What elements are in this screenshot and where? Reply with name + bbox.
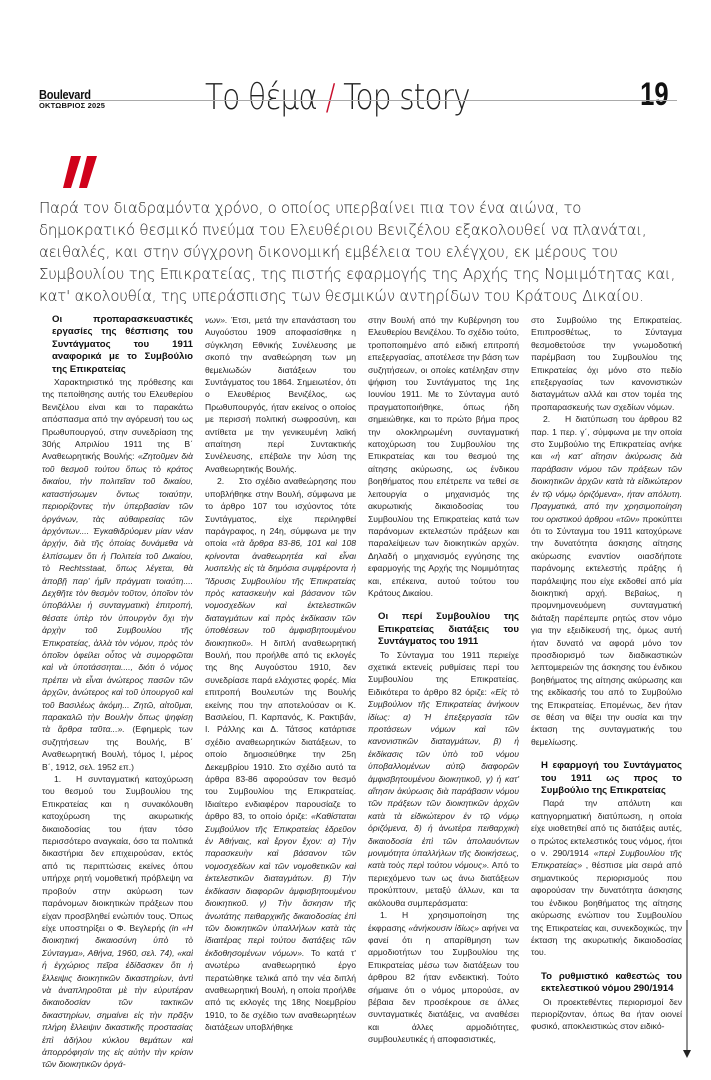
paragraph	[368, 909, 519, 1045]
list-number: 1.	[380, 910, 388, 921]
pull-quote-text: Παρά τον διαδραμόντα χρόνο, ο οποίος υπερβαίνει πια τον ένα αιώνα, το δημοκρατικό θεσμικό πνεύμα του Ελευθέριου Βενιζέλου εξακολουθεί να πλανάται, αειθαλές, και στην σύγχρονη δικονομική εμβέλεια του ελέγχου, εκ μέρους του Συμβουλίου της Επικρατείας, της πιστής εφαρμογής της Αρχής της Νομιμότητας και, κατ' ακολουθία, της υπεράσπισης των θεσμικών αντηρίδων του Κράτους Δικαίου.	[39, 199, 676, 305]
text: Στο σχέδιο αναθεώρησης που υποβλήθηκε στην Βουλή, σύμφωνα με το άρθρο 107 του ισχύοντος τότε Συντάγματος, είχε περιληφθεί παράγραφος, η 24η, σύμφωνα με την οποία	[205, 476, 356, 549]
section-slash: /	[325, 77, 335, 118]
quotation: «ἡ κατ' αἴτησιν ἀκύρωσις διὰ παράβασιν νόμου τῶν πράξεων τῶν διοικητικῶν ἀρχῶν κατὰ τὰ εἰδικώτερον ἐν τῷ νόμῳ ὁριζόμενα», ήταν απόλυτη. Πραγματικά, από την χρησιμοποίηση του οριστικού άρθρου «τῶν»	[531, 451, 682, 524]
section-title-english: Top story	[343, 77, 470, 118]
header-divider	[39, 100, 677, 101]
text: Παρά την απόλυτη και κατηγορηματική διατύπωση, η οποία είχε υιοθετηθεί από τις διατάξεις αυτές, ο πρώτος εκτελεστικός τους νόμος, ήτοι ο ν. 290/1914	[531, 798, 682, 859]
text: Από το περιεχόμενο των ως άνω διατάξεων προκύπτουν, μεταξύ άλλων, και τα ακόλουθα συμπεράσματα:	[368, 860, 519, 908]
text: Η συνταγματική κατοχύρωση του θεσμού του Συμβουλίου της Επικρατείας και η συνακόλουθη κατοχύρωση της ακυρωτικής δικαιοδοσίας του ήταν τόσο περισσότερο αναγκαία, όσο τα πολιτικά δικαστήρια δεν επιχειρούσαν, εκτός από τις περιπτώσεις εκείνες όπου υπήρχε ρητή νομοθετική πρόβλεψη να προβούν στην ακύρωση των παράνομων διοικητικών πράξεων που είχαν προσβληθεί ενώπιόν τους. Όπως είχε υποστηρίξει ο Φ. Βεγλερής	[42, 774, 193, 933]
citation: (in «Η διοικητική δικαιοσύνη ὑπὸ τὸ Σύνταγμα», Αθήνα, 1960, σελ. 74),	[42, 922, 193, 958]
text: Η χρησιμοποίηση της έκφρασης	[368, 910, 519, 933]
list-number: 1.	[54, 774, 62, 785]
quote-mark-icon	[55, 152, 105, 192]
brand-name: Boulevard	[39, 87, 91, 102]
text: Έτσι, μετά την επανάσταση του Αυγούστου 1909 αποφασίσθηκε η σύγκληση Εθνικής Συνέλευσης με σκοπό την αναθεώρηση των μη θεμελιωδών διατάξεων του Συντάγματος του 1864. Σημειωτέον, ότι ο Ελευθέριος Βενιζέλος, ως Πρωθυπουργός, ήταν εκείνος ο οποίος με περισσή πολιτική σωφροσύνη, και αντίθετα με την γενικευμένη λαϊκή απαίτηση περί Συντακτικής Συνέλευσης, επέβαλε την λύση της Αναθεωρητικής Βουλής.	[205, 315, 356, 474]
quotation: «Εἰς τὸ Συμβούλιον τῆς Ἐπικρατείας ἀνήκουν ἰδίως: α) Ἡ ἐπεξεργασία τῶν προτάσεων νόμων καὶ τῶν κανονιστικῶν διαταγμάτων, β) ἡ ἐκδίκασις τῶν ὑπὸ τοῦ νόμου ὑποβαλλομένων αὐτῷ διαφορῶν ἀμφισβητουμένου διοικητικοῦ, γ) ἡ κατ' αἴτησιν ἀκύρωσις διὰ παράβασιν νόμου τῶν πράξεων τῶν διοικητικῶν ἀρχῶν κατὰ τὰ εἰδικώτερον ἐν τῷ νόμῳ ὁριζόμενα, δ) ἡ ἀνωτέρα πειθαρχικὴ δικαιοδοσία ἐπὶ τῶν ἀπολαυόντων μονιμότητα ὑπαλλήλων τῆς διοικήσεως, κατὰ τοὺς περὶ τούτου νόμους».	[368, 686, 519, 871]
article-column-1	[42, 314, 193, 1074]
text: Η διατύπωση του άρθρου 82 παρ. 1 περ. γ΄, σύμφωνα με την οποία στο Συμβούλιο της Επικρατείας ανήκε και	[531, 414, 682, 462]
source-citation: (Εφημερὶς των συζητήσεων της Βουλής, Β΄ Αναθεωρητική Βουλή, τόμος Ι, μέρος Β΄, 1912, σελ. 1952 επ.)	[42, 724, 193, 772]
masthead	[39, 88, 105, 110]
list-number: 2.	[217, 476, 225, 487]
paragraph	[531, 413, 682, 748]
text: , θέσπισε μία σειρά από σημαντικούς περιορισμούς που αφορούσαν την δυνατότητα άσκησης του ένδικου βοηθήματος της αίτησης ακύρωσης ενώπιον του Συμβουλίου της Επικρατείας και, συνεκδοχικώς, την έκταση της ακυρωτικής δικαιοδοσίας του.	[531, 860, 682, 958]
section-heading: Οι περί Συμβουλίου της Επικρατείας διατάξεις του Συντάγματος του 1911	[378, 611, 519, 648]
section-heading: Η εφαρμογή του Συντάγματος του 1911 ως προς το Συμβούλιο της Επικρατείας	[541, 760, 682, 797]
paragraph	[205, 314, 356, 475]
text: Χαρακτηριστικό της πρόθεσης και της πεποίθησης αυτής του Ελευθερίου Βενιζέλου είναι και το παρακάτω απόσπασμα από την αγόρευσή του ως Πρωθυπουργού, στην συνεδρίαση της 30ής Απριλίου 1911 της Β΄ Αναθεωρητικής Βουλής:	[42, 377, 193, 462]
section-heading: Το ρυθμιστικό καθεστώς του εκτελεστικού νόμου 290/1914	[541, 970, 682, 995]
page-header	[39, 62, 677, 138]
pull-quote	[39, 197, 679, 307]
article-body	[42, 314, 684, 1074]
quotation: νων».	[205, 315, 228, 325]
quotation: «περὶ Συμβουλίου τῆς Ἐπικρατείας»	[531, 848, 682, 871]
arrow-down-icon	[683, 920, 691, 1058]
quotation: «καὶ ἡ ἐγχώριος πεῖρα ἐδίδασκεν ὅτι ἡ ἔλλειψις διοικητικῶν δικαστηρίων, ἀντὶ νὰ ἀναπληροῦται μὲ τὴν εὐρυτέραν δικαιοδοσίαν τῶν τακτικῶν δικαστηρίων, σημαίνει εἰς τὴν πρᾶξιν πλήρη ἔλλειψιν δικαστικῆς προστασίας ἐπὶ ἀδήλου κύκλου θεμάτων καὶ ἀπορρόφησίν της εἰς αὐτὴν τὴν κρίσιν τῶν διοικητικῶν ὀργά-	[42, 947, 193, 1070]
text: Το κατά τ' ανωτέρω αναθεωρητικό έργο περατώθηκε τελικά από την νέα διπλή αναθεωρητική Βουλή, η οποία προήλθε από τις εκλογές της 18ης Νοεμβρίου 1910, το δε σχέδιο των αναθεωρητέων διατάξεων υποβλήθηκε	[205, 947, 356, 1033]
quotation: «ἀνήκουσιν ἰδίως»	[408, 922, 480, 933]
quotation: «Ζητοῦμεν διὰ τοῦ θεσμοῦ τούτου ὅπως τὸ κράτος δικαίου, τὴν πολιτεῖαν τοῦ δικαίου, καταστήσωμεν ὄντως τοιαύτην, περιορίζοντες τὴν ὑπερβασίαν τῶν ὀργάνων, τὰς αὐθαιρεσίας τῶν ἀρχόντων.... Ἐγκαθιδρύομεν μίαν νέαν ἀρχήν, διὰ τῆς ὁποίας δυνάμεθα νὰ ἐλπίσωμεν ὅτι ἡ Πολιτεία τοῦ Δικαίου, τὸ Rechtsstaat, ὅπως λέγεται, θὰ ἀποβῇ παρ' ἡμῖν πράγματι τοιαύτη.... Δεχθῆτε τὸν θεσμὸν τοῦτον, ὁποῖον τὸν ὑποβάλλει ἡ συνταγματικὴ ἐπιτροπή, θέσατε ὑπὲρ τὸν ὑπουργὸν ὄχι τὴν ἀρχὴν τοῦ Συμβουλίου τῆς Ἐπικρατείας, ἀλλὰ τὸν νόμον, πρὸς τὸν ὁποῖον ὀφείλει οὗτος νὰ συμορφῶται καὶ νὰ ὑποτάσσηται...., διότι ὁ νόμος πρέπει νὰ εἶναι ἀνώτερος πασῶν τῶν ἀρχῶν, ἀνώτερος καὶ τοῦ ὑπουργοῦ καὶ τοῦ Βασιλέως ἀκόμη... Ζητῶ, αἰτοῦμαι, παρακαλῶ τὴν Βουλὴν ὅπως ψηφίσῃ τὰ ἄρθρα ταῦτα...».	[42, 451, 193, 735]
section-title	[205, 76, 470, 120]
text: Το Σύνταγμα του 1911 περιείχε σχετικά εκτενείς ρυθμίσεις περί του Συμβουλίου της Επικρατείας. Ειδικότερα το άρθρο 82 όριζε:	[368, 649, 519, 697]
paragraph: Οι προεκτεθέντες περιορισμοί δεν περιορίζονταν, όπως θα ήταν οιονεί φυσικό, αποκλειστικώς στον ειδικό-	[531, 996, 682, 1032]
issue-date: ΟΚΤΩΒΡΙΟΣ 2025	[39, 101, 106, 110]
article-column-3	[368, 314, 519, 1074]
page-number: 19	[640, 76, 669, 112]
article-column-4	[531, 314, 682, 1074]
section-heading: Οι προπαρασκευαστικές εργασίες της θέσπισης του Συντάγματος του 1911 αναφορικά με το Συμβούλιο της Επικρατείας	[52, 314, 193, 375]
list-number: 2.	[543, 414, 551, 425]
paragraph	[205, 475, 356, 1033]
paragraph	[42, 376, 193, 773]
quotation: «Καθίσταται Συμβούλιον τῆς Ἐπικρατείας ἑδρεῦον ἐν Ἀθήναις, καὶ ἔργον ἔχον: α) Τὴν παρασκευὴν καὶ βάσανον τῶν νομοσχεδίων καὶ τῶν νομοθετικῶν καὶ ἐκτελεστικῶν διαταγμάτων. β) Τὴν ἐκδίκασιν διαφορῶν ἀμφισβητουμένου διοικητικοῦ. γ) Τὴν ἄσκησιν τῆς ἀνωτάτης πειθαρχικῆς δικαιοδοσίας ἐπὶ τῶν διοικητικῶν ὑπαλλήλων κατὰ τὰς ἰδιαιτέρας περὶ τούτου διατάξεις τῶν ἐκδοθησομένων νόμων».	[205, 811, 356, 958]
quotation: «τὰ ἄρθρα 83-86, 101 καὶ 108 κρίνονται ἀναθεωρητέα καὶ εἶναι λυσιτελὴς εἰς τὰ δημόσια συμφέροντα ἡ Ἵδρυσις Συμβουλίου τῆς Ἐπικρατείας πρὸς κατασκευὴν καὶ βάσανον τῶν νομοσχεδίων καὶ ἐκτελεστικῶν διαταγμάτων καὶ πρὸς ἐκδίκασιν τῶν ὑποθέσεων τοῦ ἀμφισβητουμένου διοικητικοῦ».	[205, 538, 357, 648]
paragraph	[42, 773, 193, 1071]
paragraph	[531, 797, 682, 958]
text: προκύπτει ότι το Σύνταγμα του 1911 κατοχύρωνε την δυνατότητα άσκησης αίτησης ακύρωσης εναντίον οιασδήποτε παράνομης εκτελεστής πράξης ή παράλειψης που είχε εκδοθεί από μία διοικητική αρχή. Βεβαίως, η προμνημονευόμενη συνταγματική διάταξη παρέπεμπε ρητώς στον νόμο για την εξειδίκευσή της, όμως αυτή ήταν δυνατό να αφορά μόνο τον προσδιορισμό των διαδικαστικών λεπτομερειών της άσκησης του ένδικου βοηθήματος της αίτησης ακύρωσης και της εκδίκασής του από το Συμβούλιο της Επικρατείας. Επομένως, δεν ήταν σε θέση να θίξει την ουσία και την έκταση της συνταγματικής του θεμελίωσης.	[531, 513, 682, 747]
article-column-2	[205, 314, 356, 1074]
text: αφήνει να φανεί ότι η απαρίθμηση των αρμοδιοτήτων του Συμβουλίου της Επικρατείας μέσω των διατάξεων του άρθρου 82 ήταν ενδεικτική. Τούτο σήμαινε ότι ο νόμος μπορούσε, αν βέβαια δεν προσέκρουε σε άλλες συνταγματικές διατάξεις, να αναθέσει και άλλες αρμοδιότητες, συμβουλευτικές ή αποφασιστικές,	[368, 922, 519, 1045]
section-title-greek: Το θέμα	[205, 77, 317, 118]
paragraph: στην Βουλή από την Κυβέρνηση του Ελευθερίου Βενιζέλου. Το σχέδιο τούτο, τροποποιημένο από ειδική επιτροπή επεξεργασίας, αποτέλεσε την βάση των συζητήσεων, οι οποίες κατέληξαν στην ψήφιση του Συντάγματος της 1ης Ιουνίου 1911. Με το Σύνταγμα αυτό πραγματοποιήθηκε, όπως ήδη σημειώθηκε, και το πρώτο βήμα προς την ολοκληρωμένη συνταγματική κατοχύρωση του Συμβουλίου της Επικρατείας και του θεσμού της αίτησης ακύρωσης, ως ένδικου βοηθήματος που επέτρεπε να τεθεί σε λειτουργία ο μηχανισμός της ακυρωτικής δικαιοδοσίας του Συμβουλίου της Επικρατείας κατά των παράνομων εκτελεστών πράξεων και παραλείψεων των διοικητικών αρχών. Δηλαδή ο μηχανισμός εγγύησης της εφαρμογής της Αρχής της Νομιμότητας και, επέκεινα, αυτού τούτου του Κράτους Δικαίου.	[368, 315, 519, 598]
paragraph: στο Συμβούλιο της Επικρατείας. Επιπροσθέτως, το Σύνταγμα θεσμοθετούσε την γνωμοδοτική παρέμβαση του Συμβουλίου της Επικρατείας όχι μόνο στο πεδίο επεξεργασίας των κανονιστικών διαταγμάτων αλλά και στον τομέα της προπαρασκευής των σχεδίων νόμων.	[531, 315, 682, 412]
paragraph	[368, 649, 519, 910]
text: Η διπλή αναθεωρητική Βουλή, που προήλθε από τις εκλογές της 8ης Αυγούστου 1910, δεν συνεδρίασε παρά ελάχιστες φορές. Μία επιτροπή Βουλευτών της Βουλής εκείνης που την αποτελούσαν οι Κ. Βασιλείου, Π. Καρπανός, Κ. Ρακτιβάν, Ι. Ράλλης και Δ. Τάτσος κατάρτισε σχέδιο αναθεωρητικών διατάξεων, το οποίο δημοσιεύθηκε την 25η Δεκεμβρίου 1910. Στο σχέδιο αυτό τα άρθρα 83-86 αφορούσαν τον θεσμό του Συμβουλίου της Επικρατείας. Ιδιαίτερο ενδιαφέρον παρουσίαζε το άρθρο 83, το οποίο όριζε:	[205, 637, 356, 822]
